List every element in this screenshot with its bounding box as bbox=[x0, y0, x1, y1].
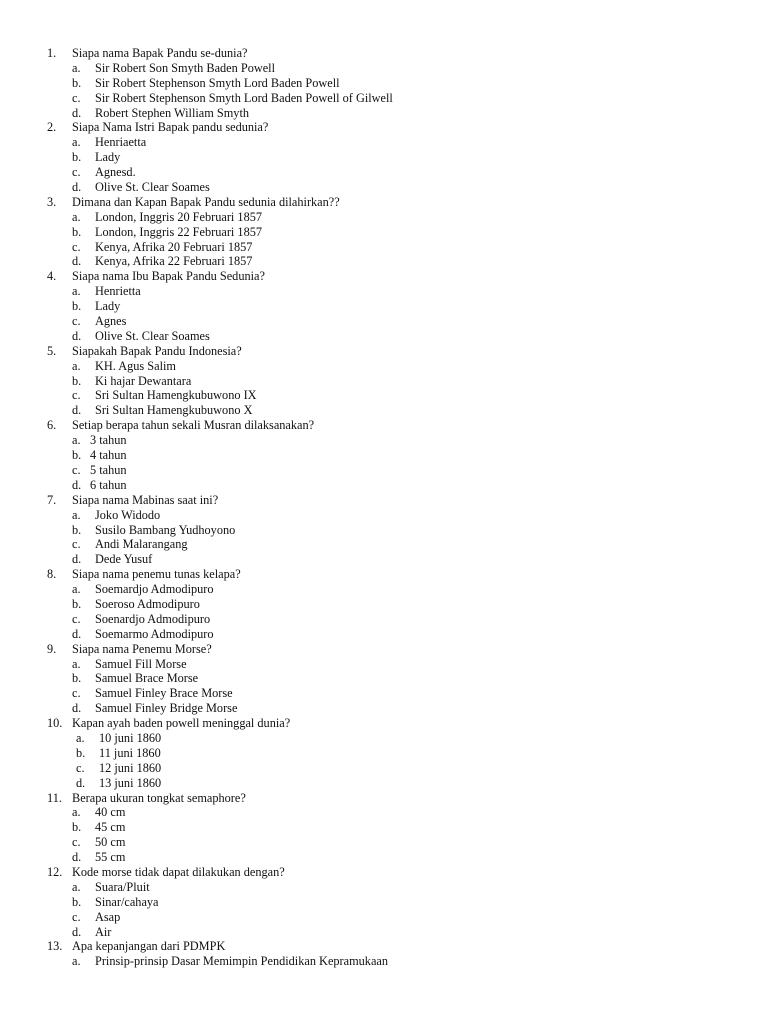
option-letter: d. bbox=[72, 924, 82, 939]
answer-option bbox=[0, 61, 768, 76]
answer-option bbox=[0, 150, 768, 165]
question-number: 13. bbox=[47, 939, 63, 954]
option-letter: d. bbox=[72, 850, 82, 865]
question-text: Apa kepanjangan dari PDMPK bbox=[72, 939, 226, 954]
question-item bbox=[0, 46, 768, 61]
question-text: Siapa Nama Istri Bapak pandu sedunia? bbox=[72, 120, 269, 135]
option-letter: a. bbox=[76, 730, 85, 745]
question-item bbox=[0, 791, 768, 806]
option-letter: c. bbox=[72, 611, 81, 626]
option-text: 3 tahun bbox=[90, 433, 127, 448]
question-number: 8. bbox=[47, 567, 57, 582]
question-item bbox=[0, 269, 768, 284]
answer-option bbox=[0, 731, 768, 746]
answer-option bbox=[0, 954, 768, 969]
answer-option bbox=[0, 925, 768, 940]
question-number: 6. bbox=[47, 418, 57, 433]
option-text: Henrietta bbox=[95, 284, 141, 299]
question-text: Siapa nama Mabinas saat ini? bbox=[72, 492, 219, 507]
answer-option bbox=[0, 582, 768, 597]
answer-option bbox=[0, 388, 768, 403]
option-text: Sri Sultan Hamengkubuwono IX bbox=[95, 388, 257, 403]
option-text: Asap bbox=[95, 909, 121, 924]
option-text: Lady bbox=[95, 150, 121, 165]
option-letter: a. bbox=[72, 507, 81, 522]
question-number: 4. bbox=[47, 269, 57, 284]
question-item bbox=[0, 344, 768, 359]
option-text: Robert Stephen William Smyth bbox=[95, 105, 250, 120]
option-letter: b. bbox=[72, 596, 82, 611]
answer-option bbox=[0, 805, 768, 820]
question-number: 11. bbox=[47, 790, 62, 805]
question-item bbox=[0, 493, 768, 508]
option-text: Kenya, Afrika 22 Februari 1857 bbox=[95, 254, 253, 269]
option-letter: d. bbox=[76, 775, 86, 790]
option-text: Soemarmo Admodipuro bbox=[95, 626, 214, 641]
answer-option bbox=[0, 508, 768, 523]
question-number: 7. bbox=[47, 492, 57, 507]
question-item bbox=[0, 418, 768, 433]
answer-option bbox=[0, 135, 768, 150]
option-text: 13 juni 1860 bbox=[99, 775, 162, 790]
answer-option bbox=[0, 895, 768, 910]
answer-option bbox=[0, 627, 768, 642]
option-letter: b. bbox=[72, 894, 82, 909]
option-text: 55 cm bbox=[95, 850, 126, 865]
option-text: Henriaetta bbox=[95, 135, 147, 150]
option-letter: c. bbox=[72, 90, 81, 105]
option-letter: a. bbox=[72, 879, 81, 894]
option-letter: a. bbox=[72, 358, 81, 373]
option-text: Kenya, Afrika 20 Februari 1857 bbox=[95, 239, 253, 254]
option-letter: a. bbox=[72, 209, 81, 224]
option-letter: d. bbox=[72, 626, 82, 641]
question-number: 10. bbox=[47, 716, 63, 731]
option-text: 50 cm bbox=[95, 835, 126, 850]
question-text: Kode morse tidak dapat dilakukan dengan? bbox=[72, 864, 285, 879]
option-letter: b. bbox=[72, 448, 82, 463]
option-text: Samuel Fill Morse bbox=[95, 656, 187, 671]
question-item bbox=[0, 195, 768, 210]
option-text: Sir Robert Son Smyth Baden Powell bbox=[95, 60, 276, 75]
question-text: Siapa nama Ibu Bapak Pandu Sedunia? bbox=[72, 269, 265, 284]
answer-option bbox=[0, 76, 768, 91]
option-letter: b. bbox=[72, 373, 82, 388]
option-letter: a. bbox=[72, 60, 81, 75]
answer-option bbox=[0, 880, 768, 895]
option-letter: a. bbox=[72, 656, 81, 671]
option-letter: c. bbox=[72, 239, 81, 254]
answer-option bbox=[0, 403, 768, 418]
question-text: Siapa nama Penemu Morse? bbox=[72, 641, 212, 656]
option-letter: c. bbox=[72, 686, 81, 701]
question-item bbox=[0, 567, 768, 582]
option-text: Soemardjo Admodipuro bbox=[95, 582, 214, 597]
answer-option bbox=[0, 165, 768, 180]
question-text: Dimana dan Kapan Bapak Pandu sedunia dilahirkan?? bbox=[72, 194, 340, 209]
answer-option bbox=[0, 463, 768, 478]
option-text: Samuel Brace Morse bbox=[95, 671, 199, 686]
answer-option bbox=[0, 240, 768, 255]
option-text: 11 juni 1860 bbox=[99, 745, 161, 760]
option-letter: d. bbox=[72, 254, 82, 269]
option-letter: a. bbox=[72, 135, 81, 150]
answer-option bbox=[0, 776, 768, 791]
option-letter: b. bbox=[72, 671, 82, 686]
question-number: 3. bbox=[47, 194, 57, 209]
option-text: 5 tahun bbox=[90, 462, 127, 477]
option-text: Agnes bbox=[95, 314, 127, 329]
option-text: Ki hajar Dewantara bbox=[95, 373, 192, 388]
question-number: 5. bbox=[47, 343, 57, 358]
question-text: Berapa ukuran tongkat semaphore? bbox=[72, 790, 246, 805]
option-text: Dede Yusuf bbox=[95, 552, 153, 567]
option-letter: b. bbox=[72, 224, 82, 239]
question-list bbox=[0, 46, 768, 969]
answer-option bbox=[0, 448, 768, 463]
option-letter: b. bbox=[72, 75, 82, 90]
question-text: Siapa nama Bapak Pandu se-dunia? bbox=[72, 46, 248, 60]
answer-option bbox=[0, 746, 768, 761]
option-letter: d. bbox=[72, 328, 82, 343]
option-letter: b. bbox=[76, 745, 86, 760]
option-letter: d. bbox=[72, 477, 82, 492]
option-text: 10 juni 1860 bbox=[99, 730, 162, 745]
option-letter: c. bbox=[72, 537, 81, 552]
answer-option bbox=[0, 910, 768, 925]
option-text: London, Inggris 22 Februari 1857 bbox=[95, 224, 263, 239]
answer-option bbox=[0, 850, 768, 865]
option-letter: b. bbox=[72, 820, 82, 835]
answer-option bbox=[0, 299, 768, 314]
option-letter: c. bbox=[72, 388, 81, 403]
option-letter: a. bbox=[72, 433, 81, 448]
option-text: Olive St. Clear Soames bbox=[95, 180, 210, 195]
option-letter: a. bbox=[72, 954, 81, 969]
option-text: Sir Robert Stephenson Smyth Lord Baden Powell of Gilwell bbox=[95, 90, 393, 105]
question-number: 9. bbox=[47, 641, 57, 656]
answer-option bbox=[0, 835, 768, 850]
option-letter: d. bbox=[72, 552, 82, 567]
option-text: Susilo Bambang Yudhoyono bbox=[95, 522, 236, 537]
answer-option bbox=[0, 552, 768, 567]
answer-option bbox=[0, 225, 768, 240]
option-letter: a. bbox=[72, 805, 81, 820]
option-text: Agnesd. bbox=[95, 165, 136, 180]
answer-option bbox=[0, 671, 768, 686]
option-text: Suara/Pluit bbox=[95, 879, 150, 894]
option-letter: d. bbox=[72, 105, 82, 120]
answer-option bbox=[0, 106, 768, 121]
answer-option bbox=[0, 597, 768, 612]
option-text: Sri Sultan Hamengkubuwono X bbox=[95, 403, 253, 418]
option-letter: c. bbox=[72, 909, 81, 924]
answer-option bbox=[0, 657, 768, 672]
answer-option bbox=[0, 761, 768, 776]
answer-option bbox=[0, 433, 768, 448]
answer-option bbox=[0, 478, 768, 493]
option-text: KH. Agus Salim bbox=[95, 358, 176, 373]
option-text: 6 tahun bbox=[90, 477, 127, 492]
option-letter: c. bbox=[72, 462, 81, 477]
option-text: Soenardjo Admodipuro bbox=[95, 611, 211, 626]
answer-option bbox=[0, 314, 768, 329]
question-text: Siapakah Bapak Pandu Indonesia? bbox=[72, 343, 242, 358]
answer-option bbox=[0, 210, 768, 225]
option-letter: b. bbox=[72, 299, 82, 314]
answer-option bbox=[0, 254, 768, 269]
option-text: Samuel Finley Brace Morse bbox=[95, 686, 233, 701]
option-letter: d. bbox=[72, 180, 82, 195]
option-text: Soeroso Admodipuro bbox=[95, 596, 200, 611]
question-item bbox=[0, 120, 768, 135]
answer-option bbox=[0, 359, 768, 374]
answer-option bbox=[0, 374, 768, 389]
question-item bbox=[0, 939, 768, 954]
option-text: Air bbox=[95, 924, 112, 939]
option-text: Sinar/cahaya bbox=[95, 894, 159, 909]
answer-option bbox=[0, 523, 768, 538]
question-number: 1. bbox=[47, 46, 57, 60]
answer-option bbox=[0, 612, 768, 627]
answer-option bbox=[0, 686, 768, 701]
option-text: Samuel Finley Bridge Morse bbox=[95, 701, 238, 716]
option-letter: b. bbox=[72, 150, 82, 165]
question-item bbox=[0, 716, 768, 731]
option-text: 40 cm bbox=[95, 805, 126, 820]
option-text: Prinsip-prinsip Dasar Memimpin Pendidikan Kepramukaan bbox=[95, 954, 389, 969]
option-text: London, Inggris 20 Februari 1857 bbox=[95, 209, 263, 224]
answer-option bbox=[0, 537, 768, 552]
option-letter: a. bbox=[72, 582, 81, 597]
option-letter: d. bbox=[72, 701, 82, 716]
question-text: Setiap berapa tahun sekali Musran dilaksanakan? bbox=[72, 418, 315, 433]
option-text: Lady bbox=[95, 299, 121, 314]
answer-option bbox=[0, 820, 768, 835]
option-letter: c. bbox=[72, 314, 81, 329]
question-number: 2. bbox=[47, 120, 57, 135]
option-letter: c. bbox=[72, 835, 81, 850]
question-text: Siapa nama penemu tunas kelapa? bbox=[72, 567, 241, 582]
option-text: 45 cm bbox=[95, 820, 126, 835]
option-text: Sir Robert Stephenson Smyth Lord Baden Powell bbox=[95, 75, 340, 90]
option-text: Joko Widodo bbox=[95, 507, 161, 522]
answer-option bbox=[0, 180, 768, 195]
option-letter: c. bbox=[76, 760, 85, 775]
question-number: 12. bbox=[47, 864, 63, 879]
option-text: 12 juni 1860 bbox=[99, 760, 162, 775]
option-letter: b. bbox=[72, 522, 82, 537]
question-text: Kapan ayah baden powell meninggal dunia? bbox=[72, 716, 291, 731]
option-letter: a. bbox=[72, 284, 81, 299]
answer-option bbox=[0, 329, 768, 344]
question-item bbox=[0, 865, 768, 880]
answer-option bbox=[0, 91, 768, 106]
option-letter: c. bbox=[72, 165, 81, 180]
option-letter: d. bbox=[72, 403, 82, 418]
option-text: Andi Malarangang bbox=[95, 537, 188, 552]
answer-option bbox=[0, 701, 768, 716]
question-item bbox=[0, 642, 768, 657]
option-text: Olive St. Clear Soames bbox=[95, 328, 210, 343]
answer-option bbox=[0, 284, 768, 299]
option-text: 4 tahun bbox=[90, 448, 127, 463]
